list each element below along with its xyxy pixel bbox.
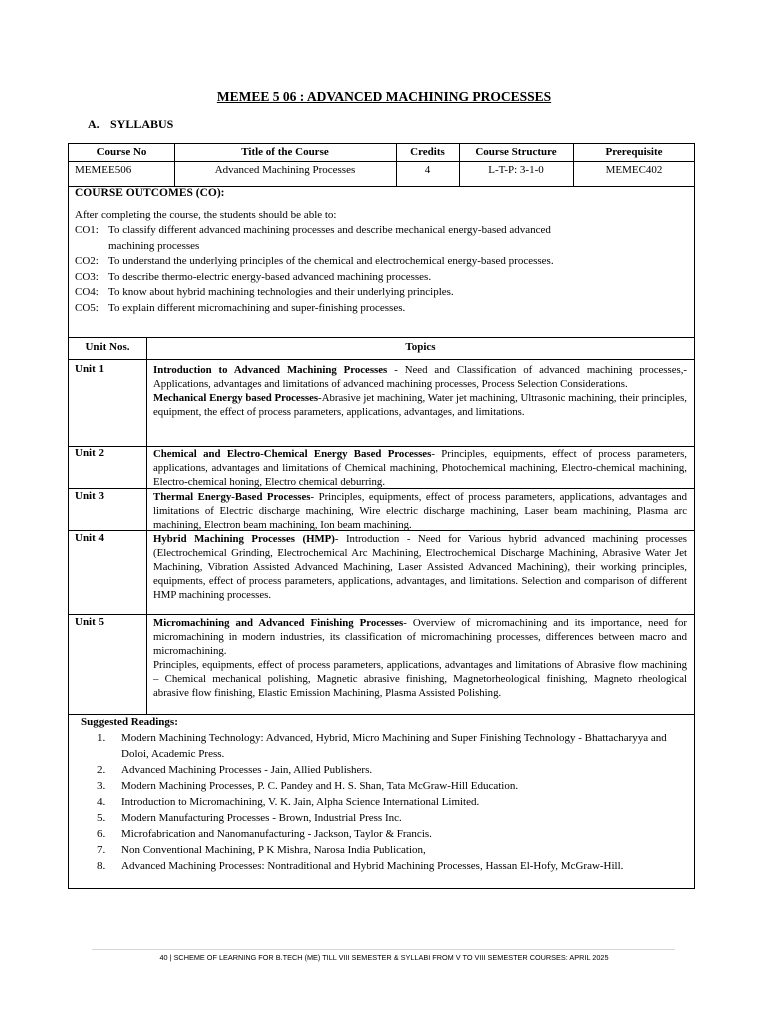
unit-topics: [153, 616, 687, 700]
footer-divider: [92, 949, 675, 950]
course-outcomes-heading: COURSE OUTCOMES (CO):: [75, 187, 225, 199]
topic-heading: Chemical and Electro-Chemical Energy Based Processes: [153, 448, 432, 460]
unit-topics: [153, 447, 687, 489]
reading-number: 5.: [97, 812, 106, 824]
topic-heading: Thermal Energy-Based Processes: [153, 491, 311, 503]
course-outcome-code: CO4:: [75, 286, 99, 298]
reading-item: [91, 778, 671, 794]
topic-paragraph: [153, 658, 687, 700]
topic-heading: Hybrid Machining Processes (HMP): [153, 533, 335, 545]
topic-text: -Abrasive jet machining, Water jet machining, Ultrasonic machining, their principles, equipment, the effect of process parameters, applications, advantages, and limitations.: [153, 392, 687, 418]
section-heading: [88, 117, 173, 132]
reading-item: [91, 810, 671, 826]
course-outcome-text: To explain different micromachining and super-finishing processes.: [108, 301, 406, 314]
syllabus-table: [68, 143, 695, 889]
reading-number: 1.: [97, 732, 106, 744]
topic-text: Principles, equipments, effect of process parameters, applications, advantages and limitations of Abrasive flow machining – Chemical mechanical polishing, Magnetic abrasive finishing, Magnetorheological finishing, Magneto rheological abrasive flow finishing, Elastic Emission Machining, Plasma Assisted Polishing.: [153, 659, 687, 699]
topic-paragraph: [153, 616, 687, 658]
course-outcome-text: To know about hybrid machining technologies and their underlying principles.: [108, 286, 454, 298]
topic-paragraph: [153, 447, 687, 489]
topic-paragraph: [153, 490, 687, 532]
prerequisite-value: MEMEC402: [605, 164, 663, 176]
course-outcome-item: [75, 301, 595, 317]
row-divider: [69, 359, 694, 360]
reading-item: [91, 826, 671, 842]
course-structure-value: L-T-P: 3-1-0: [488, 164, 544, 176]
reading-item: [91, 762, 671, 778]
reading-text: Modern Manufacturing Processes - Brown, Industrial Press Inc.: [121, 812, 402, 824]
course-outcome-item: [75, 223, 595, 254]
footer-text: SCHEME OF LEARNING FOR B.TECH (ME) TILL VIII SEMESTER & SYLLABI FROM V TO VIII SEMESTER COURSES: APRIL 2025: [173, 953, 609, 962]
col-divider: [146, 337, 147, 714]
reading-item: [91, 842, 671, 858]
credits-value: 4: [424, 164, 431, 176]
topic-text: - Overview of micromachining and its importance, need for micromachining in modern industries, its classification of micromachining processes, differences between macro and micromachining.: [153, 617, 687, 657]
topic-text: - Need and Classification of advanced machining processes,- Applications, advantages and limitations of advanced machining processes, Process Selection Considerations.: [153, 364, 687, 390]
course-outcome-item: [75, 285, 595, 301]
unit-label: Unit 2: [75, 447, 105, 459]
course-outcome-text: To describe thermo-electric energy-based advanced machining processes.: [108, 270, 432, 283]
unit-label: Unit 4: [75, 532, 105, 544]
unit-label: Unit 5: [75, 616, 105, 628]
section-letter: A.: [88, 117, 100, 131]
unit-topics: [153, 363, 687, 419]
topic-paragraph: [153, 363, 687, 391]
row-divider: [69, 161, 694, 162]
topic-heading: Introduction to Advanced Machining Processes: [153, 364, 388, 376]
topic-paragraph: [153, 532, 687, 602]
topic-text: - Principles, equipments, effect of process parameters, applications, advantages and limitations of Electric discharge machining, Wire electric discharge machining, Laser beam machining, Plasma arc machining, Electron beam machining, Ion beam machining.: [153, 491, 687, 531]
reading-item: [91, 730, 671, 762]
reading-text: Microfabrication and Nanomanufacturing - Jackson, Taylor & Francis.: [121, 828, 432, 840]
course-outcome-item: [75, 254, 595, 270]
course-outcomes-intro: After completing the course, the students should be able to:: [75, 209, 337, 221]
row-divider: [69, 714, 694, 715]
reading-text: Non Conventional Machining, P K Mishra, Narosa India Publication,: [121, 844, 426, 856]
reading-text: Modern Machining Technology: Advanced, Hybrid, Micro Machining and Super Finishing Technology - Bhattacharyya and Doloi, Academic Press.: [121, 732, 667, 760]
reading-number: 4.: [97, 796, 106, 808]
reading-number: 2.: [97, 764, 106, 776]
topic-paragraph: [153, 391, 687, 419]
reading-number: 6.: [97, 828, 106, 840]
course-outcome-code: CO5:: [75, 301, 99, 314]
course-title-value: Advanced Machining Processes: [214, 164, 356, 176]
course-outcome-code: CO1:: [75, 224, 99, 236]
course-outcome-item: [75, 270, 595, 286]
footer-page-number: 40: [159, 953, 168, 962]
reading-number: 7.: [97, 844, 106, 856]
unit-label: Unit 3: [75, 490, 105, 502]
course-outcome-code: CO2:: [75, 255, 99, 267]
reading-text: Modern Machining Processes, P. C. Pandey and H. S. Shan, Tata McGraw-Hill Education.: [121, 780, 519, 792]
unit-topics: [153, 532, 687, 602]
course-outcome-text: To understand the underlying principles of the chemical and electrochemical energy-based processes.: [108, 255, 554, 267]
header-topics: Topics: [405, 341, 436, 353]
topic-text: - Introduction - Need for Various hybrid advanced machining processes (Electrochemical Grinding, Electrochemical Arc Machining, Electrochemical Discharge Machining, Abrasive Water Jet Machining, Vibration Assisted Advanced Machining, Laser Assisted Advanced Machining), their working principles, equipments, effect of process parameters, applications, advantages, and limitations. Selection and comparison of different HMP machining processes.: [153, 533, 688, 601]
header-course-structure: Course Structure: [475, 146, 557, 158]
page-footer: 40 | SCHEME OF LEARNING FOR B.TECH (ME) TILL VIII SEMESTER & SYLLABI FROM V TO VIII SEMESTER COURSES: APRIL 2025: [159, 953, 609, 962]
reading-number: 8.: [97, 860, 106, 872]
header-prerequisite: Prerequisite: [605, 146, 663, 158]
row-divider: [69, 614, 694, 615]
header-credits: Credits: [410, 146, 445, 158]
unit-topics: [153, 490, 687, 532]
page-title: MEMEE 5 06 : ADVANCED MACHINING PROCESSES: [216, 89, 552, 104]
reading-number: 3.: [97, 780, 106, 792]
course-outcome-text: To classify different advanced machining processes and describe mechanical energy-based advanced machining processes: [108, 224, 551, 252]
unit-label: Unit 1: [75, 363, 105, 375]
header-unit-nos: Unit Nos.: [85, 341, 130, 353]
reading-item: [91, 794, 671, 810]
reading-text: Introduction to Micromachining, V. K. Jain, Alpha Science International Limited.: [121, 796, 480, 808]
suggested-readings-heading: Suggested Readings:: [81, 716, 178, 728]
reading-text: Advanced Machining Processes - Jain, Allied Publishers.: [121, 764, 373, 776]
reading-text: Advanced Machining Processes: Nontraditional and Hybrid Machining Processes, Hassan El-Hofy, McGraw-Hill.: [121, 860, 624, 872]
header-course-no: Course No: [96, 146, 147, 158]
course-outcome-code: CO3:: [75, 270, 99, 283]
topic-heading: Mechanical Energy based Processes: [153, 392, 319, 404]
header-course-title: Title of the Course: [241, 146, 329, 158]
topic-text: - Principles, equipments, effect of process parameters, applications, advantages and limitations of Chemical machining, Photochemical machining, Electro-chemical machining, Electro-chemical honing, Electro chemical deburring.: [153, 448, 687, 488]
topic-heading: Micromachining and Advanced Finishing Processes: [153, 617, 404, 629]
row-divider: [69, 337, 694, 338]
reading-item: [91, 858, 671, 874]
suggested-readings-list: [91, 730, 671, 874]
section-label: SYLLABUS: [110, 117, 174, 131]
course-no-value: MEMEE506: [75, 164, 132, 176]
course-outcomes-list: [75, 223, 595, 316]
